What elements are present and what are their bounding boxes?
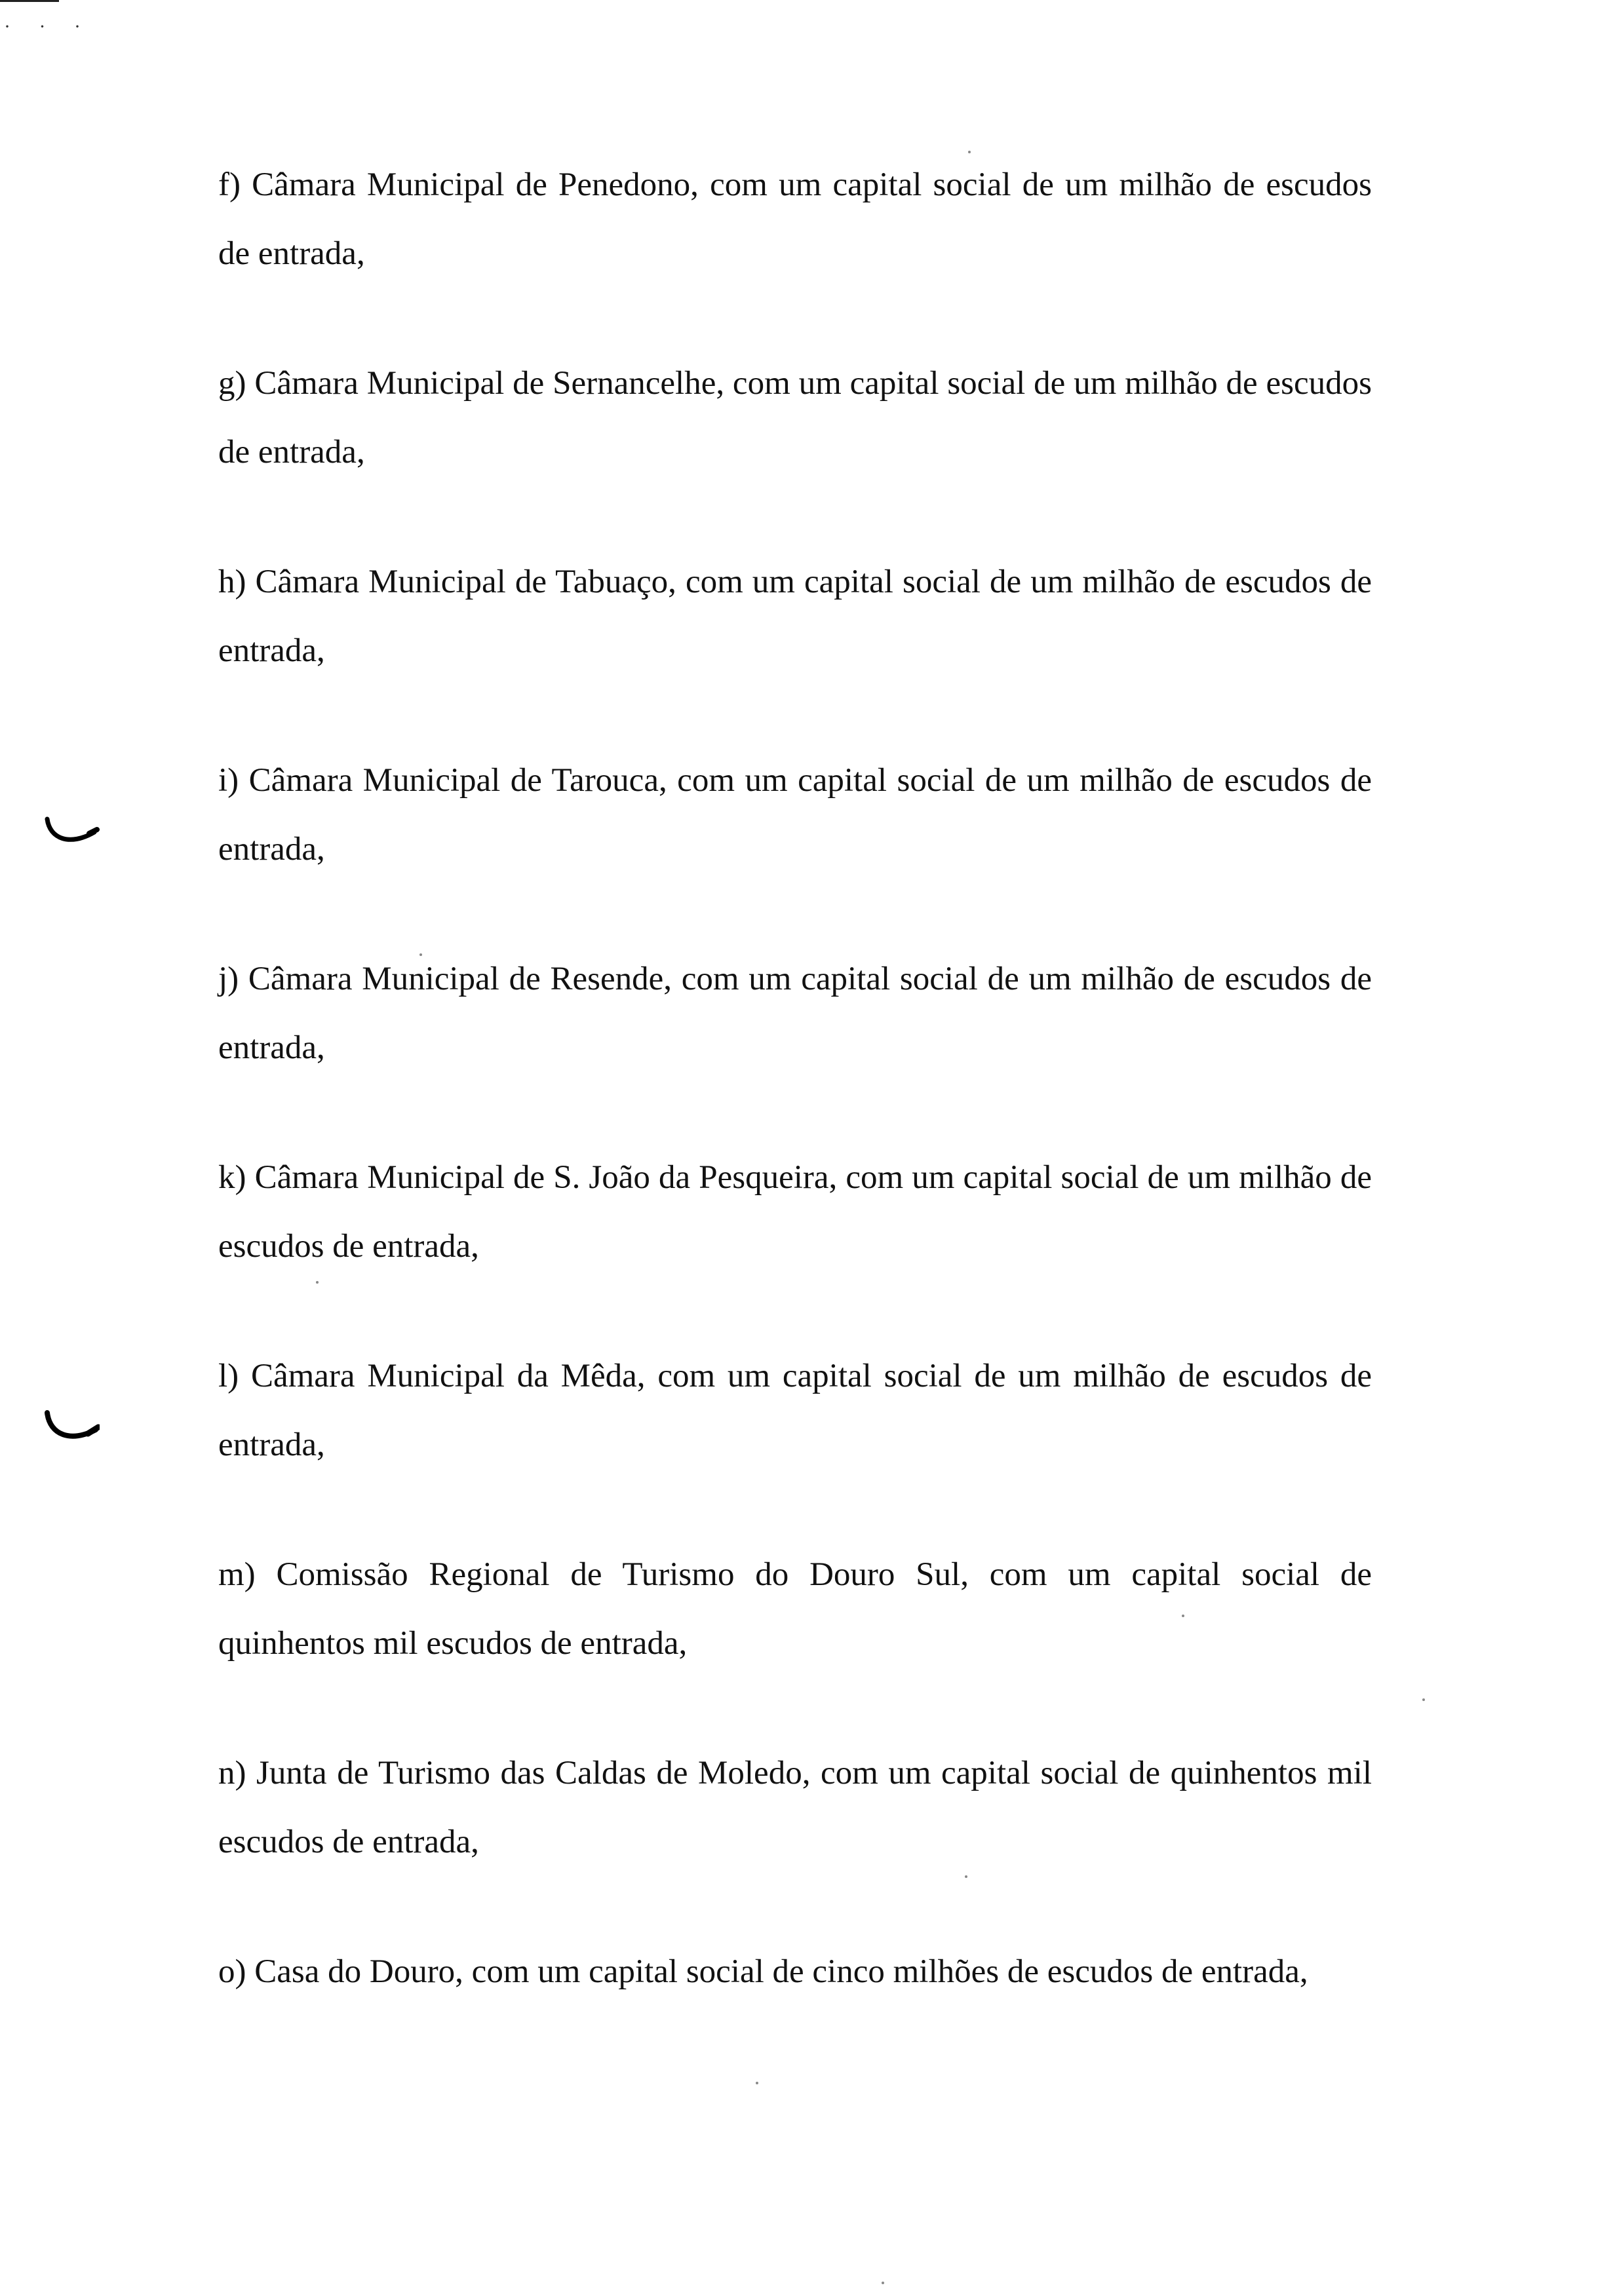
scan-speck <box>1422 1698 1425 1701</box>
scan-speck <box>882 2282 884 2284</box>
scan-speck <box>1182 1615 1184 1617</box>
list-item-h: h) Câmara Municipal de Tabuaço, com um capital social de um milhão de escudos de entrada, <box>218 564 1372 669</box>
scan-speck <box>419 953 422 956</box>
scan-speck <box>316 1281 319 1284</box>
list-item-g: g) Câmara Municipal de Sernancelhe, com um capital social de um milhão de escudos de entrada, <box>218 365 1372 470</box>
list-item-n: n) Junta de Turismo das Caldas de Moledo, com um capital social de quinhentos mil escudos de entrada, <box>218 1755 1372 1860</box>
scan-speck <box>965 1875 967 1878</box>
list-item-j: j) Câmara Municipal de Resende, com um capital social de um milhão de escudos de entrada, <box>218 961 1372 1066</box>
list-item-k: k) Câmara Municipal de S. João da Pesqueira, com um capital social de um milhão de escudos de entrada, <box>218 1159 1372 1265</box>
list-item-i: i) Câmara Municipal de Tarouca, com um capital social de um milhão de escudos de entrada, <box>218 762 1372 868</box>
list-item-m: m) Comissão Regional de Turismo do Douro Sul, com um capital social de quinhentos mil escudos de entrada, <box>218 1556 1372 1662</box>
scan-corner-dots: · · · <box>4 16 92 37</box>
list-item-l: l) Câmara Municipal da Mêda, com um capital social de um milhão de escudos de entrada, <box>218 1358 1372 1463</box>
scan-corner-rule <box>0 0 59 2</box>
list-item-f: f) Câmara Municipal de Penedono, com um capital social de um milhão de escudos de entrada, <box>218 166 1372 272</box>
margin-check-mark-icon <box>43 1407 100 1447</box>
margin-check-mark-icon <box>43 813 100 852</box>
scan-speck <box>756 2082 758 2084</box>
scan-speck <box>968 151 971 153</box>
list-item-o: o) Casa do Douro, com um capital social de cinco milhões de escudos de entrada, <box>218 1953 1308 1990</box>
